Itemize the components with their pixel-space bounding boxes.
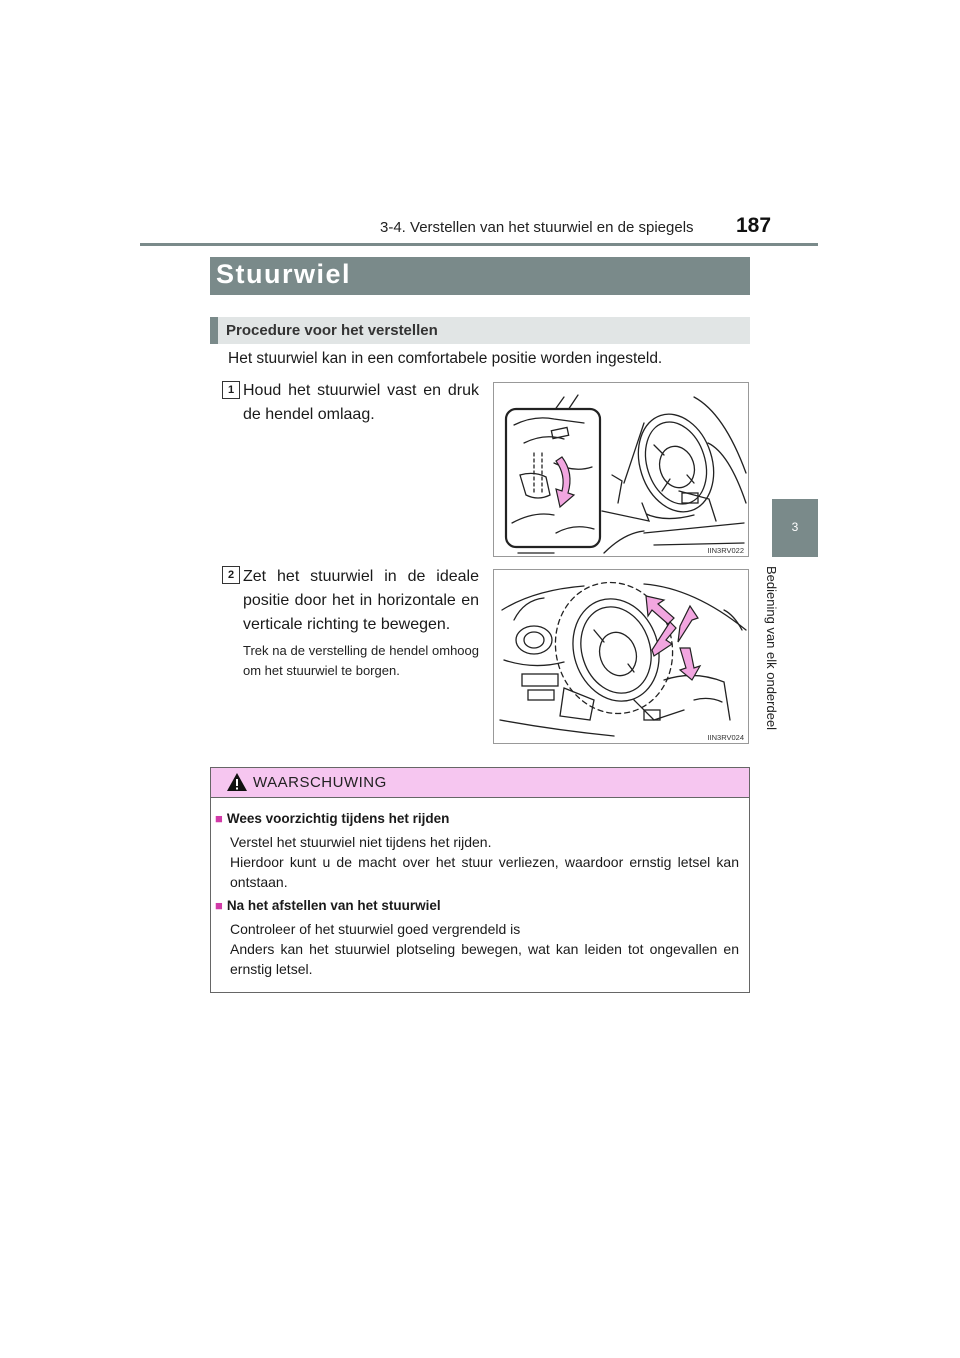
figure-code-1: IIN3RV022: [707, 546, 744, 555]
page-number: 187: [736, 214, 772, 237]
intro-text: Het stuurwiel kan in een comfortabele positie worden ingesteld.: [228, 350, 663, 367]
step-text-1: Houd het stuurwiel vast en druk de hendel omlaag.: [243, 382, 479, 423]
page-title: Stuurwiel: [216, 259, 352, 289]
square-bullet-icon: ■: [215, 811, 223, 826]
square-bullet-icon: ■: [215, 898, 223, 913]
warning-heading-text-2: Na het afstellen van het stuurwiel: [226, 898, 441, 913]
chapter-number: 3: [791, 520, 799, 534]
step-text-2: Zet het stuurwiel in de ideale positie door het in horizontale en verticale richting te bewegen.: [243, 568, 479, 633]
step-number-1: 1: [222, 381, 240, 399]
steering-adjust-illustration: [493, 569, 749, 744]
section-title: 3-4. Verstellen van het stuurwiel en de spiegels: [380, 219, 694, 236]
subheading-accent: [210, 317, 218, 344]
chapter-label: Bediening van elk onderdeel: [764, 566, 779, 731]
warning-item-text-2: Controleer of het stuurwiel goed vergrendeld is Anders kan het stuurwiel plotseling bewegen, wat kan leiden tot ongevallen en ernstig letsel.: [230, 921, 739, 977]
warning-item-heading-2: [215, 898, 441, 913]
warning-heading-text-1: Wees voorzichtig tijdens het rijden: [226, 811, 450, 826]
step-note-2: Trek na de verstelling de hendel omhoog om het stuurwiel te borgen.: [243, 643, 479, 678]
header-rule: [140, 243, 818, 246]
warning-title: WAARSCHUWING: [253, 774, 387, 791]
warning-item-heading-1: [215, 811, 449, 826]
adjust-drawing: [494, 570, 749, 744]
subheading: Procedure voor het verstellen: [226, 322, 438, 339]
lever-drawing: [494, 383, 749, 557]
warning-item-text-1: Verstel het stuurwiel niet tijdens het rijden. Hierdoor kunt u de macht over het stuur verliezen, waardoor ernstig letsel kan ontstaan.: [230, 834, 739, 890]
warning-triangle-icon: [226, 772, 248, 797]
step-number-2: 2: [222, 566, 240, 584]
figure-code-2: IIN3RV024: [707, 733, 744, 742]
steering-lever-illustration: [493, 382, 749, 557]
